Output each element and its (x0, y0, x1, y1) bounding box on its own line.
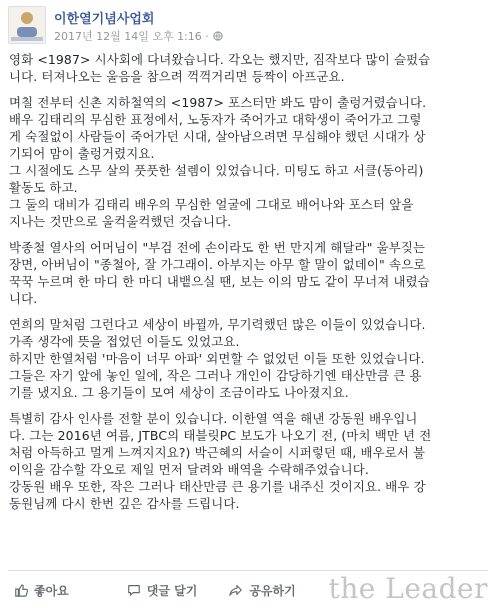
post-line: 연희의 말처럼 그런다고 세상이 바뀔까, 무기력했던 많은 이들이 있었습니다. (9, 317, 426, 332)
post-line: 가족 생각에 뜻을 접었던 이들도 있었고요. (9, 334, 240, 349)
post-line: 특별히 감사 인사를 전할 분이 있습니다. 이한열 역을 해낸 강동원 배우입니 (9, 411, 418, 426)
post-header (8, 6, 488, 46)
post-line: 강동원 배우 또한, 작은 그러나 태산만큼 큰 용기를 내주신 것이지요. 배우 강 (9, 479, 426, 494)
post-line: 동원님께 다시 한번 깊은 감사를 드립니다. (9, 496, 240, 511)
post-paragraph (9, 410, 489, 512)
post-line: 그들은 자기 앞에 놓인 일에, 작은 그러나 개인이 감당하기엔 태산만큼 큰 용 (9, 368, 422, 383)
like-label: 좋아요 (34, 583, 69, 598)
comment-icon (127, 583, 141, 597)
post-line: 기되어 맘이 출렁거렸지요. (9, 146, 155, 161)
comment-label: 댓글 달기 (146, 583, 198, 598)
post-line: 하지만 한열처럼 '마음이 너무 아파' 외면할 수 없었던 이들 또한 있었습니다. (9, 351, 425, 366)
post-line: 활동도 하고. (9, 180, 78, 195)
share-label: 공유하기 (249, 583, 296, 598)
post-line: 기를 냈지요. 그 용기들이 모여 세상이 조금이라도 나아졌지요. (9, 385, 349, 400)
post-line: 배우 김태리의 무심한 표정에서, 노동자가 죽어가고 대학생이 죽어가고 그렇 (9, 112, 422, 127)
post-line: 박종철 열사의 어머님이 "부검 전에 손이라도 한 번 만지게 해달라" 울부짖는 (9, 240, 426, 255)
page-avatar[interactable] (8, 6, 46, 44)
share-button[interactable] (223, 578, 301, 603)
post-line: 며칠 전부터 신촌 지하철역의 <1987> 포스터만 봐도 맘이 출렁거렸습니다. (9, 95, 427, 110)
post-line: 처럼 아득하고 멀게 느껴지지요?) 박근혜의 서슬이 시퍼렇던 때, 배우로서 불 (9, 445, 426, 460)
globe-icon (213, 31, 223, 41)
post-line: 영화 <1987> 시사회에 다녀왔습니다. 각오는 했지만, 짐작보다 많이 슬펐습 (9, 52, 431, 67)
page-name-link[interactable]: 이한열기념사업회 (54, 12, 155, 27)
thumbs-up-icon (14, 583, 28, 597)
post-paragraph (9, 94, 489, 230)
post-timestamp[interactable]: 2017년 12월 14일 오후 1:16 · (54, 30, 209, 43)
post-line: 지나는 것만으로 울컥울컥했던 것습니다. (9, 214, 232, 229)
post-line: 그 시절에도 스무 살의 풋풋한 설렘이 있었습니다. 미팅도 하고 서클(동아리) (9, 163, 424, 178)
post-line: 그 둘의 대비가 김태리 배우의 무심한 얼굴에 그대로 배어나와 포스터 앞을 (9, 197, 414, 212)
post-line: 니다. 터져나오는 울음을 참으려 꺽꺽거리면 등짝이 아프군요. (9, 69, 345, 84)
post-line: 꾹꾹 누르며 한 마디 한 마디 내뱉으실 땐, 보는 이의 맘도 같이 무너져 내렸습 (9, 274, 430, 289)
post-line: 다. 그는 2016년 여름, JTBC의 태블릿PC 보도가 나오기 전, (마치 백만 년 전 (9, 428, 432, 443)
post-meta (54, 28, 223, 44)
post-paragraph (9, 316, 489, 401)
post-line: 게 숙절없이 사람들이 죽어가던 시대, 살아남으려면 무심해야 했던 시대가 상 (9, 129, 426, 144)
post-paragraph (9, 239, 489, 307)
post-line: 니다. (9, 291, 38, 306)
watermark-logo: the Leader (328, 572, 488, 605)
avatar-image-icon (9, 7, 45, 43)
post-line: 이익을 감수할 각오로 제일 먼저 달려와 배역을 수락해주었습니다. (9, 462, 369, 477)
post-text (9, 51, 489, 521)
divider (8, 570, 488, 571)
comment-button[interactable] (121, 578, 204, 603)
like-button[interactable] (8, 578, 75, 603)
post-line: 장면, 아버님이 "종철아, 잘 가그래이. 아부지는 아무 할 말이 없데이" 속으로 (9, 257, 426, 272)
share-icon (229, 583, 243, 597)
post-paragraph (9, 51, 489, 85)
